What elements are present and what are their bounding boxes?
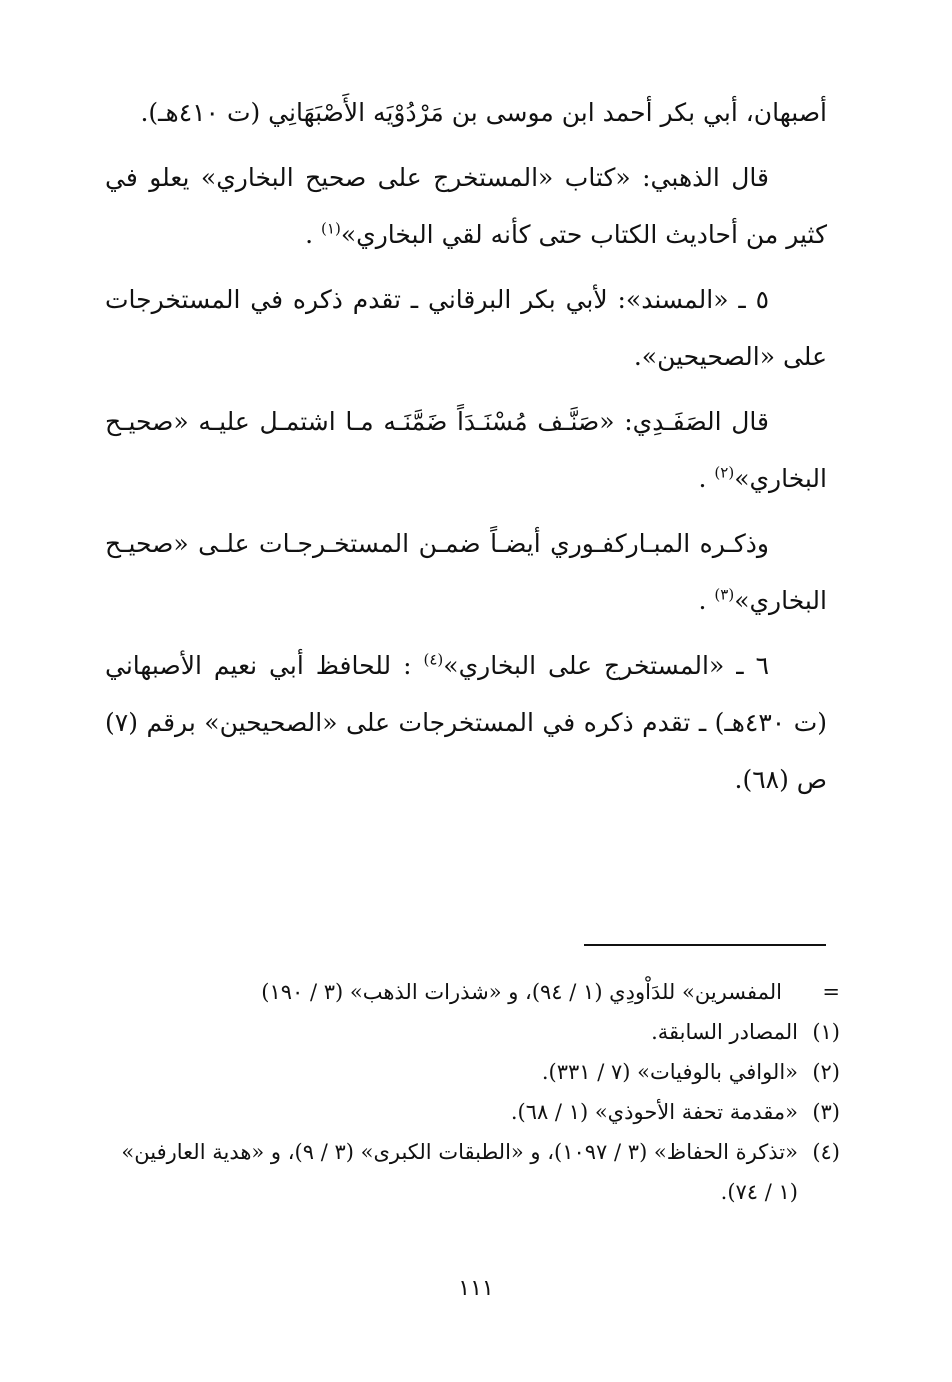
footnote-number: (١) <box>812 1020 840 1044</box>
footnote-continuation-text: المفسرين» للدَاْودِي (١ / ٩٤)، و «شذرات الذهب» (٣ / ١٩٠) <box>261 980 782 1004</box>
footnote-3 <box>120 1092 840 1132</box>
footnote-1 <box>120 1012 840 1052</box>
page-number: ١١١ <box>458 1276 494 1301</box>
footnote-text: «تذكرة الحفاظ» (٣ / ١٠٩٧)، و «الطبقات الكبرى» (٣ / ٩)، و «هدية العارفين» (١ / ٧٤). <box>121 1140 798 1204</box>
footnote-2 <box>120 1052 840 1092</box>
paragraph-2: قال الذهبي: «كتاب «المستخرج على صحيح البخاري» يعلو في كثير من أحاديث الكتاب حتى كأنه لقي البخاري»$^{(١)}$ . <box>105 163 827 249</box>
footnote-ref-3[interactable]: (٣) <box>714 585 735 604</box>
paragraph-5: وذكـره المبـاركفـوري أيضـاً ضمـن المستخـرجـات علـى «صحيـح البخاري»$^{(٣)}$ . <box>105 529 827 615</box>
footnote-ref-4[interactable]: (٤) <box>423 650 444 669</box>
paragraph-4: قال الصَفَـدِي: «صَنَّـف مُسْنَـدَاً ضَمَّنَـه مـا اشتمـل عليـه «صحيـح البخاري»$^{(٢)}$ . <box>105 407 827 493</box>
footnote-text: «الوافي بالوفيات» (٧ / ٣٣١). <box>541 1060 798 1084</box>
footnote-ref-1[interactable]: (١) <box>321 219 341 238</box>
footnote-number: (٣) <box>812 1100 840 1124</box>
footnote-number: (٢) <box>812 1060 840 1084</box>
main-text <box>105 84 827 816</box>
continuation-mark: = <box>822 980 840 1004</box>
paragraph-1: أصبهان، أبي بكر أحمد ابن موسى بن مَرْدُوْيَه الأَصْبَهَانِي (ت ٤١٠هـ). <box>140 98 827 127</box>
footnote-separator <box>584 944 826 946</box>
footnotes <box>120 972 840 1212</box>
footnote-ref-2[interactable]: (٢) <box>714 463 735 482</box>
footnote-number: (٤) <box>812 1140 840 1164</box>
footnote-continuation <box>120 972 840 1012</box>
footnote-text: المصادر السابقة. <box>651 1020 798 1044</box>
paragraph-3: ٥ ـ «المسند»: لأبي بكر البرقاني ـ تقدم ذكره في المستخرجات على «الصحيحين». <box>105 285 827 371</box>
footnote-text: «مقدمة تحفة الأحوذي» (١ / ٦٨). <box>510 1100 798 1124</box>
paragraph-6: ٦ ـ «المستخرج على البخاري»$^{(٤)}$ : للحافظ أبي نعيم الأصبهاني (ت ٤٣٠هـ) ـ تقدم ذكره في المستخرجات على «الصحيحين» برقم (٧) ص (٦٨). <box>105 650 827 794</box>
footnote-4 <box>120 1132 840 1212</box>
